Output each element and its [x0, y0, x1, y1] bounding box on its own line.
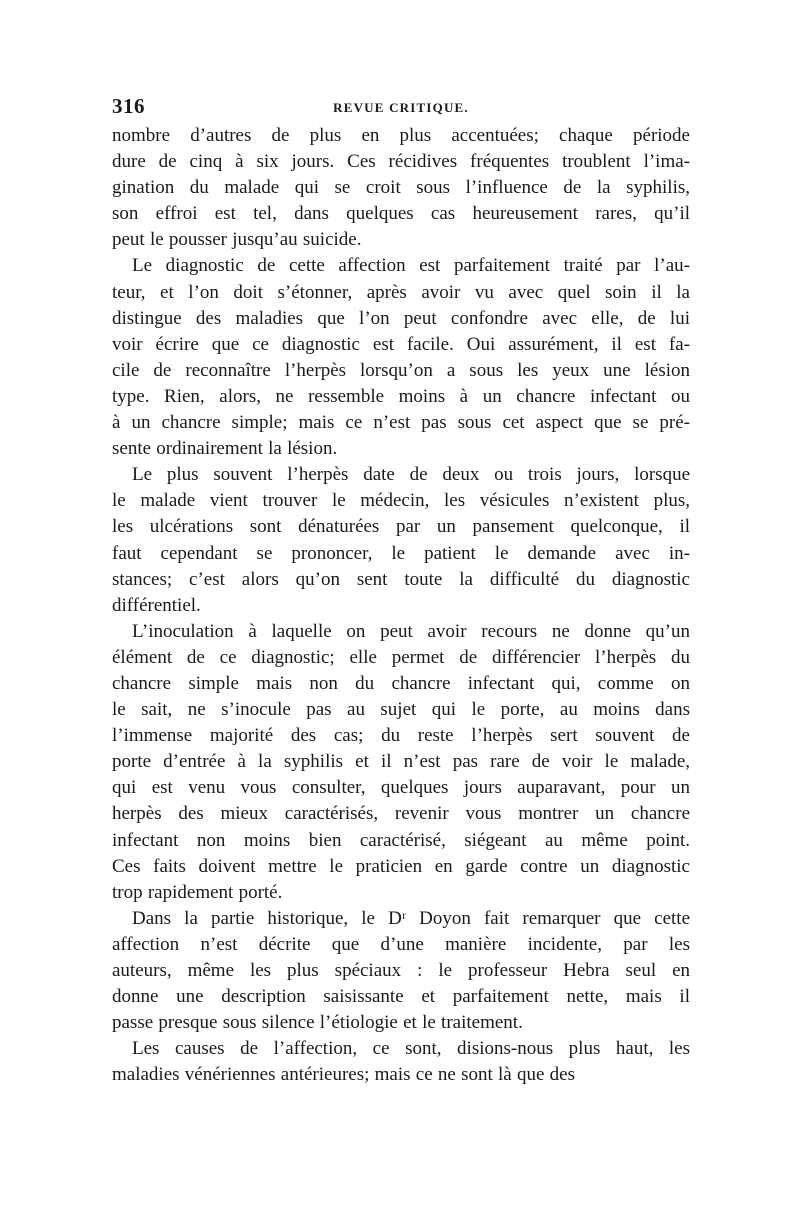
text-line: porte d’entrée à la syphilis et il n’est pas rare de voir le malade,	[112, 751, 690, 773]
page-number: 316	[112, 94, 145, 118]
text-line: cile de reconnaître l’herpès lorsqu’on a sous les yeux une lésion	[112, 359, 690, 381]
text-line: peut le pousser jusqu’au suicide.	[112, 229, 362, 251]
text-line: le sait, ne s’inocule pas au sujet qui le porte, au moins dans	[112, 699, 690, 721]
text-line: infectant non moins bien caractérisé, siégeant au même point.	[112, 829, 690, 851]
paragraph	[112, 619, 690, 906]
text-line: herpès des mieux caractérisés, revenir vous montrer un chancre	[112, 803, 690, 825]
text-line: affection n’est décrite que d’une manière incidente, par les	[112, 933, 690, 955]
book-page	[112, 92, 690, 1088]
text-line: L’inoculation à laquelle on peut avoir recours ne donne qu’un	[132, 620, 690, 642]
text-line: les ulcérations sont dénaturées par un pansement quelconque, il	[112, 516, 690, 538]
text-line: passe presque sous silence l’étiologie et le traitement.	[112, 1012, 523, 1034]
paragraph	[112, 462, 690, 619]
text-line: qui est venu vous consulter, quelques jours auparavant, pour un	[112, 777, 690, 799]
page-header	[112, 92, 690, 122]
text-line: à un chancre simple; mais ce n’est pas sous cet aspect que se pré-	[112, 412, 690, 434]
paragraph	[112, 123, 690, 253]
text-line: auteurs, même les plus spéciaux : le professeur Hebra seul en	[112, 960, 690, 981]
text-line: distingue des maladies que l’on peut confondre avec elle, de lui	[112, 307, 690, 329]
text-line: Le diagnostic de cette affection est parfaitement traité par l’au-	[132, 255, 690, 277]
body-text	[112, 123, 690, 1088]
running-head: REVUE CRITIQUE.	[333, 100, 469, 115]
text-line: le malade vient trouver le médecin, les vésicules n’existent plus,	[112, 490, 690, 512]
text-line: gination du malade qui se croit sous l’influence de la syphilis,	[112, 177, 690, 199]
text-line: type. Rien, alors, ne ressemble moins à un chancre infectant ou	[112, 385, 690, 407]
text-line: teur, et l’on doit s’étonner, après avoir vu avec quel soin il la	[112, 281, 690, 303]
text-line: Ces faits doivent mettre le praticien en garde contre un diagnostic	[112, 855, 690, 877]
text-line: voir écrire que ce diagnostic est facile. Oui assurément, il est fa-	[112, 333, 690, 355]
text-line: trop rapidement porté.	[112, 881, 283, 903]
paragraph	[112, 253, 690, 462]
text-line: Le plus souvent l’herpès date de deux ou trois jours, lorsque	[132, 464, 690, 486]
text-line: stances; c’est alors qu’on sent toute la difficulté du diagnostic	[112, 568, 690, 590]
text-line: Dans la partie historique, le Dʳ Doyon fait remarquer que cette	[132, 907, 690, 929]
text-line: son effroi est tel, dans quelques cas heureusement rares, qu’il	[112, 203, 690, 225]
text-line: donne une description saisissante et parfaitement nette, mais il	[112, 986, 690, 1008]
text-line: nombre d’autres de plus en plus accentuées; chaque période	[112, 125, 690, 146]
text-line: maladies vénériennes antérieures; mais ce ne sont là que des	[112, 1064, 575, 1086]
text-line: l’immense majorité des cas; du reste l’herpès sert souvent de	[112, 725, 690, 747]
text-line: chancre simple mais non du chancre infectant qui, comme on	[112, 672, 690, 694]
paragraph	[112, 1036, 690, 1088]
text-line: faut cependant se prononcer, le patient le demande avec in-	[112, 542, 690, 564]
text-line: dure de cinq à six jours. Ces récidives fréquentes troublent l’ima-	[112, 151, 690, 173]
text-line: Les causes de l’affection, ce sont, disions-nous plus haut, les	[132, 1038, 690, 1060]
text-line: élément de ce diagnostic; elle permet de différencier l’herpès du	[112, 646, 690, 668]
text-line: différentiel.	[112, 594, 201, 616]
paragraph	[112, 906, 690, 1036]
text-line: sente ordinairement la lésion.	[112, 438, 338, 460]
